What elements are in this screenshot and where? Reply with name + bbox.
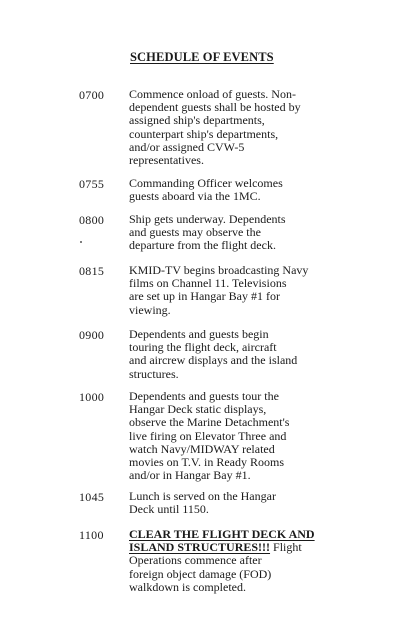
event-description <box>129 528 329 594</box>
description-line: films on Channel 11. Televisions <box>129 276 287 291</box>
event-time: 0900 <box>79 328 105 342</box>
description-line: Operations commence after <box>129 553 262 568</box>
description-line: departure from the flight deck. <box>129 238 276 253</box>
scan-speck <box>80 241 82 243</box>
description-line: Commanding Officer welcomes <box>129 176 283 190</box>
event-time: 1100 <box>79 528 104 542</box>
description-line: Hangar Deck static displays, <box>129 402 267 417</box>
warning-text: CLEAR THE FLIGHT DECK AND <box>129 527 315 541</box>
description-line: representatives. <box>129 153 204 168</box>
event-time: 0700 <box>79 88 105 102</box>
description-line: and/or assigned CVW-5 <box>129 139 245 154</box>
description-line: touring the flight deck, aircraft <box>129 340 277 355</box>
description-line: dependent guests shall be hosted by <box>129 100 301 115</box>
description-line: Dependents and guests tour the <box>129 389 279 403</box>
description-line: are set up in Hangar Bay #1 for <box>129 289 280 304</box>
description-line: Commence onload of guests. Non- <box>129 87 296 101</box>
event-description <box>129 264 329 317</box>
description-line: and guests may observe the <box>129 225 261 240</box>
event-description <box>129 490 329 516</box>
event-time: 1000 <box>79 390 105 404</box>
description-line: observe the Marine Detachment's <box>129 415 290 430</box>
warning-text: ISLAND STRUCTURES!!! <box>129 540 271 555</box>
event-description <box>129 177 329 203</box>
description-line: Deck until 1150. <box>129 502 209 517</box>
event-description <box>129 328 329 381</box>
description-line: counterpart ship's departments, <box>129 126 279 141</box>
description-line: Lunch is served on the Hangar <box>129 489 276 503</box>
event-description <box>129 88 329 167</box>
description-line: structures. <box>129 366 179 381</box>
event-description <box>129 390 329 482</box>
event-time: 1045 <box>79 490 105 504</box>
description-line: walkdown is completed. <box>129 579 246 594</box>
description-line: movies on T.V. in Ready Rooms <box>129 455 285 470</box>
description-line: assigned ship's departments, <box>129 113 265 128</box>
description-line: foreign object damage (FOD) <box>129 566 272 581</box>
description-line: and aircrew displays and the island <box>129 353 298 368</box>
description-line: guests aboard via the 1MC. <box>129 189 261 204</box>
description-line: watch Navy/MIDWAY related <box>129 441 275 456</box>
description-line: live firing on Elevator Three and <box>129 428 287 443</box>
event-time: 0755 <box>79 177 105 191</box>
description-line: viewing. <box>129 302 171 317</box>
description-line: and/or in Hangar Bay #1. <box>129 468 251 483</box>
description-line: KMID-TV begins broadcasting Navy <box>129 263 309 277</box>
description-line: Ship gets underway. Dependents <box>129 212 286 226</box>
event-time: 0800 <box>79 213 105 227</box>
event-time: 0815 <box>79 264 105 278</box>
page-title: SCHEDULE OF EVENTS <box>130 50 274 64</box>
description-fragment: Flight <box>270 540 302 555</box>
event-description <box>129 213 329 253</box>
description-line: Dependents and guests begin <box>129 327 269 341</box>
